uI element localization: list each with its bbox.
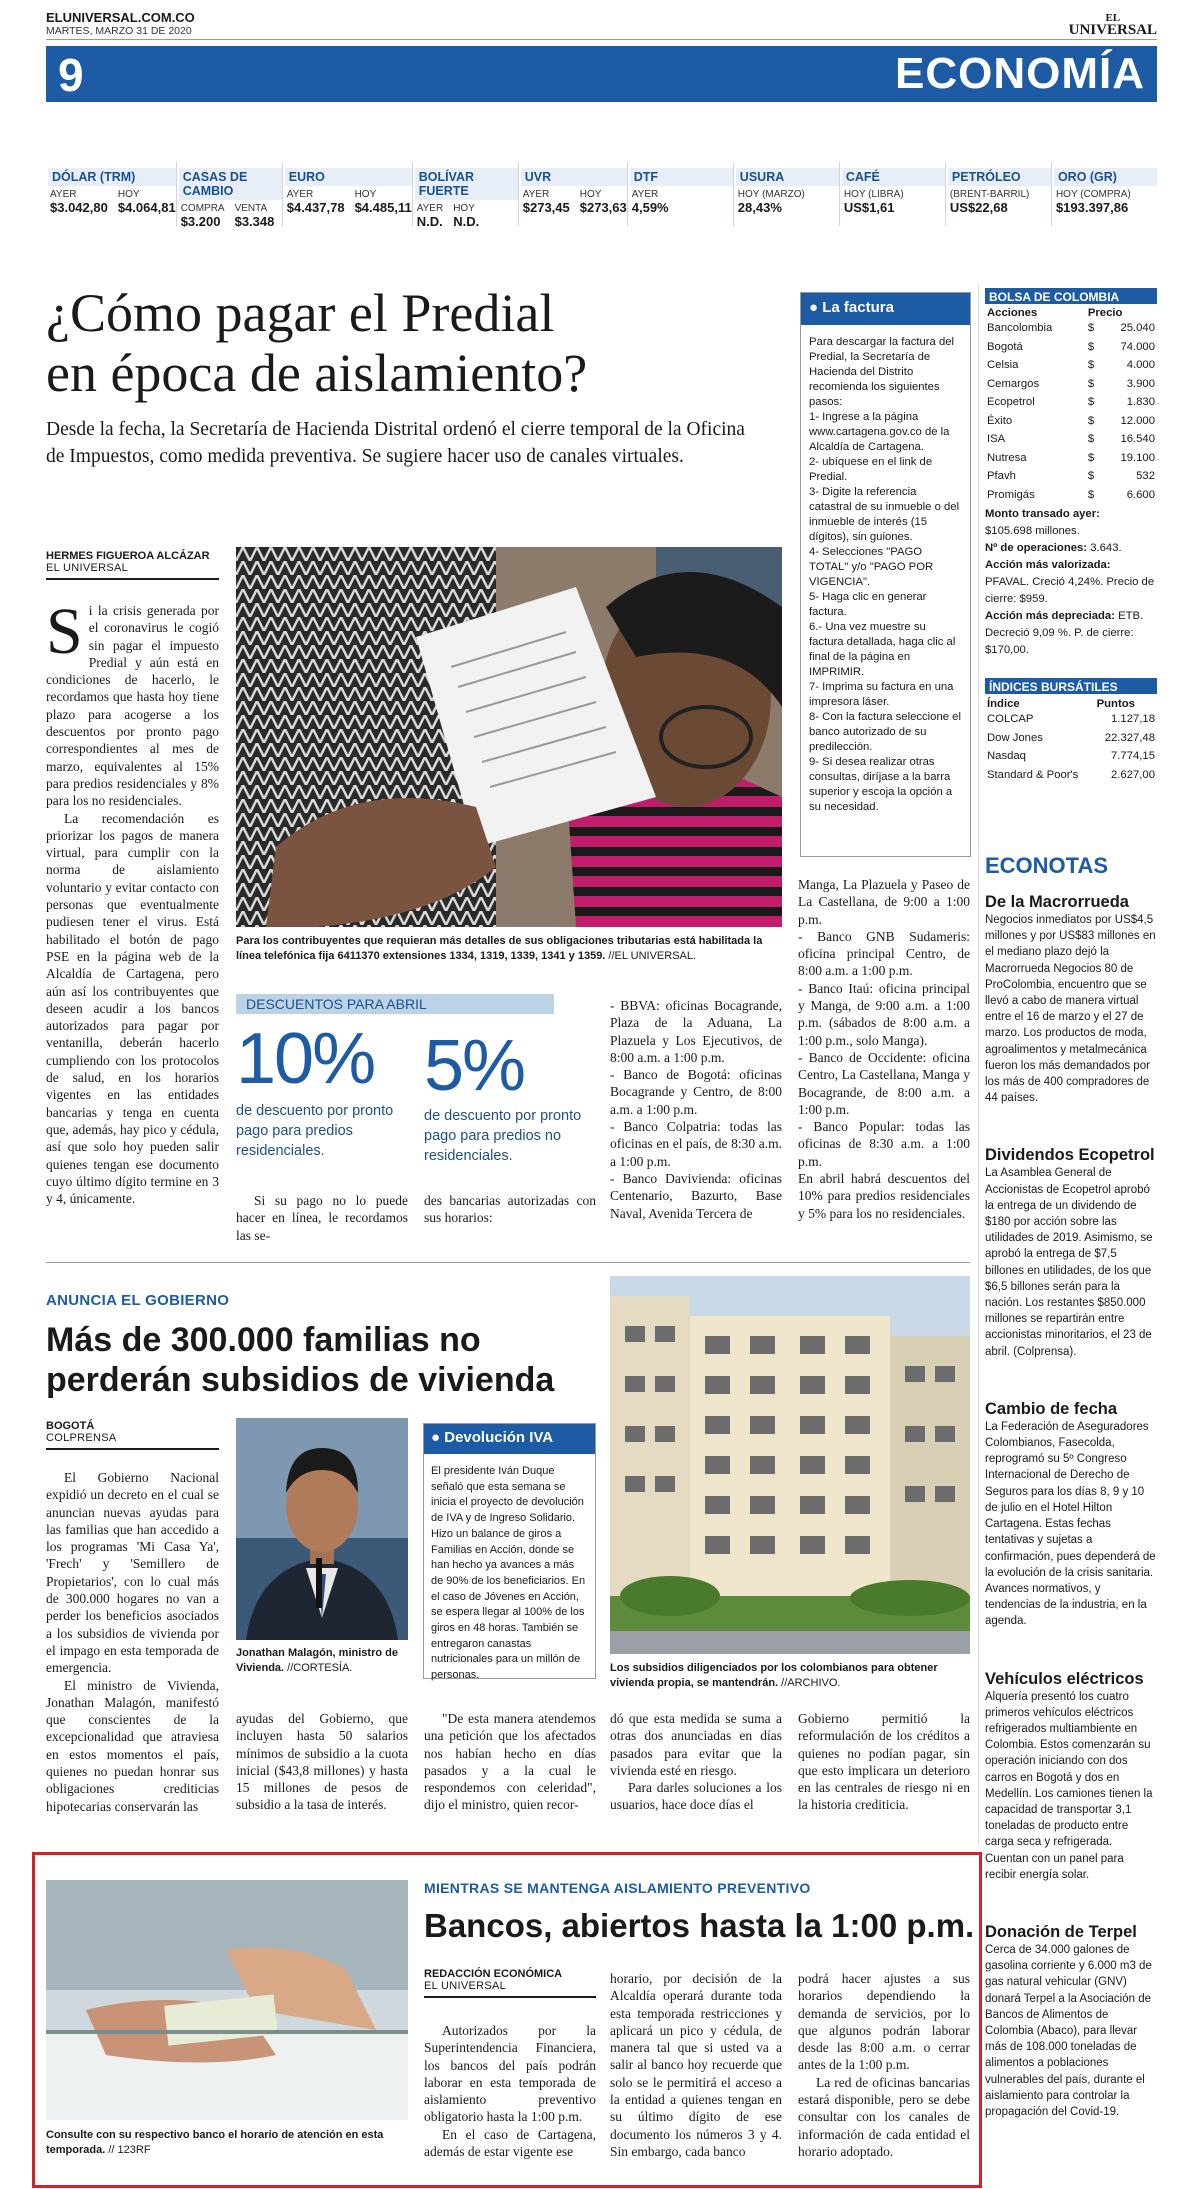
bancos-col1-p2: En el caso de Cartagena, además de estar vigente ese [424, 2126, 596, 2160]
headline-line-1: ¿Cómo pagar el Predial [46, 283, 555, 343]
ticker-value: 4,59% [631, 200, 669, 215]
ticker-title: BOLÍVAR FUERTE [415, 168, 518, 200]
caption-credit: //ARCHIVO. [778, 1677, 841, 1689]
ticker-value: $3.042,80 [50, 200, 108, 215]
factura-header [801, 293, 970, 325]
bullet-icon: ● [809, 299, 819, 316]
ticker-key: AYER [50, 189, 77, 200]
logo-top: EL [1105, 12, 1121, 24]
currency-sign: $ [1087, 414, 1095, 427]
caption-bold: Para los contribuyentes que requieran más detalles de sus obligaciones tributarias está habilitada la línea telefónica fija 6411370 extensiones 1334, 1319, 1339, 1341 y 1359. [236, 935, 763, 962]
bolsa-table [985, 307, 1157, 504]
caption-bold: Los subsidios diligenciados por los colombianos para obtener vivienda propia, se mantendrán. [610, 1662, 938, 1689]
ticker-key: HOY [453, 203, 475, 214]
building-photo [610, 1276, 970, 1654]
devolucion-iva-box [423, 1423, 596, 1682]
indices-col-puntos: Puntos [1096, 698, 1135, 710]
indices-bursatiles [985, 678, 1157, 784]
ticker-item [1051, 162, 1157, 226]
econota-title: Vehículos eléctricos [985, 1669, 1144, 1688]
index-row [985, 747, 1157, 766]
stock-price: 6.600 [1126, 488, 1155, 501]
caption-bold: Jonathan Malagón, ministro de Vivienda. [236, 1647, 398, 1674]
iva-title: Devolución IVA [444, 1429, 554, 1446]
ticker-key: HOY (COMPRA) [1055, 189, 1131, 200]
stock-row [985, 356, 1157, 375]
ticker-key: HOY (MARZO) [737, 189, 805, 200]
currency-sign: $ [1087, 488, 1095, 501]
bolsa-header: BOLSA DE COLOMBIA [985, 288, 1157, 304]
stock-name: Nutresa [987, 451, 1027, 464]
logo-bottom: UNIVERSAL [1068, 22, 1157, 38]
ticker-value: $3.200 [180, 214, 221, 229]
ticker-title: CAFÉ [842, 168, 945, 186]
econota-title: Dividendos Ecopetrol [985, 1146, 1155, 1165]
bolsa-colombia [985, 288, 1157, 659]
index-row [985, 710, 1157, 729]
econota-text: La Federación de Aseguradores Colombianos, Fasecolda, reprogramó su 5º Congreso Internacional de Derecho de Seguros para los días 8, 9 y 10 de julio en el Hotel Hilton Cartagena. Estas fechas tentativas y sujetas a confirmación, pues dependerá de la evolución de la crisis sanitaria. Avances normativos, y tendencias de la industria, en la agenda. [985, 1420, 1156, 1628]
stock-row [985, 338, 1157, 357]
econota-item [985, 1670, 1157, 1883]
numero-operaciones: Nº de operaciones: 3.643. [985, 542, 1122, 554]
ticker-key: HOY [117, 189, 140, 200]
predial-headline [46, 283, 766, 403]
bancos-headline: Bancos, abiertos hasta la 1:00 p.m. [424, 1907, 975, 1944]
ticker-value: $4.485,11 [354, 200, 412, 215]
ticker-item [46, 162, 176, 226]
ticker-key: COMPRA [180, 203, 225, 214]
index-name: COLCAP [987, 713, 1034, 726]
stock-row [985, 449, 1157, 468]
ticker-value: $4.064,81 [117, 200, 176, 215]
stock-price: 19.100 [1120, 451, 1155, 464]
stock-row [985, 393, 1157, 412]
ticker-key: (BRENT-BARRIL) [949, 189, 1030, 200]
bancos-photo [46, 1880, 408, 2120]
ticker-item [176, 162, 282, 229]
stock-row [985, 412, 1157, 431]
iva-text: El presidente Iván Duque señaló que esta semana se inicia el proyecto de devolución de IVA y de Ingreso Solidario. Hizo un balance de giros a Familias en Acción, donde se han hecho ya avances a más de 90% de los beneficiarios. En el caso de Jóvenes en Acción, se espera llegar al 100% de los giros en 48 horas. También se entregaron canastas nutricionales para un millón de personas. [431, 1465, 586, 1682]
section-bar [46, 46, 1157, 102]
ticker-title: EURO [285, 168, 412, 186]
vivienda-col4-p1: dó que esta medida se suma a otras dos anunciadas en días pasados para evitar que la vivienda esté en riesgo. [610, 1711, 782, 1778]
currency-sign: $ [1087, 340, 1095, 353]
econota-item [985, 1400, 1157, 1630]
predial-byline [46, 550, 219, 580]
bancos-col1-p1: Autorizados por la Superintendencia Financiera, los bancos del país podrán laborar en esta temporada de aislamiento preventivo obligatorio hasta la 1:00 p.m. [424, 2023, 596, 2125]
stock-price: 1.830 [1126, 396, 1155, 409]
econota-title: Donación de Terpel [985, 1922, 1137, 1941]
currency-sign: $ [1087, 433, 1095, 446]
ticker-title: DÓLAR (TRM) [48, 168, 176, 186]
caption-credit: // 123RF [105, 2144, 151, 2156]
descuentos-header: DESCUENTOS PARA ABRIL [236, 994, 554, 1014]
bancos-col3-p2: La red de oficinas bancarias estará disponible, pero se debe consultar con los canales de información de cada entidad el horario adoptado. [798, 2074, 970, 2159]
econotas-list [985, 893, 1157, 2120]
ticker-item [282, 162, 412, 226]
econota-item [985, 893, 1157, 1106]
ticker-title: UVR [521, 168, 627, 186]
factura-box [800, 292, 971, 857]
ticker-key: AYER [286, 189, 314, 200]
site-url[interactable]: ELUNIVERSAL.COM.CO [46, 10, 195, 25]
index-points: 22.327,48 [1104, 731, 1155, 744]
index-name: Standard & Poor's [987, 768, 1079, 781]
predial-col2-tail: Si su pago no lo puede hacer en línea, le recordamos las se- [236, 1193, 408, 1243]
stock-name: Ecopetrol [987, 396, 1035, 409]
vivienda-column-5: Gobierno permitió la reformulación de los créditos a quienes no podían pagar, sin que esto implicara un deterioro en las centrales de riesgo ni en la historia crediticia. [798, 1711, 970, 1813]
ticker-value: $193.397,86 [1055, 200, 1129, 215]
factura-title: La factura [822, 299, 894, 316]
byline-name: BOGOTÁ [46, 1420, 95, 1432]
bank-counter-image [46, 1880, 408, 2120]
ticker-item [733, 162, 839, 226]
ticker-value: US$22,68 [949, 200, 1008, 215]
vivienda-byline [46, 1420, 219, 1450]
ticker-title: ORO (GR) [1054, 168, 1157, 186]
masthead [46, 6, 1157, 40]
vivienda-headline-line-1: Más de 300.000 familias no [46, 1321, 481, 1359]
stock-row [985, 486, 1157, 505]
discount-5-value: 5% [424, 1026, 525, 1106]
econota-item [985, 1146, 1157, 1359]
predial-photo [236, 547, 782, 927]
stock-name: Éxito [987, 414, 1013, 427]
stock-name: Celsia [987, 359, 1019, 372]
byline-org: COLPRENSA [46, 1432, 117, 1444]
currency-sign: $ [1087, 451, 1095, 464]
discount-10-text: de descuento por pronto pago para predios residenciales. [236, 1103, 394, 1159]
bancos-column-3 [798, 1970, 970, 2160]
accion-valorizada: Acción más valorizada: PFAVAL. Creció 4,24%. Precio de cierre: $959. [985, 559, 1155, 605]
currency-sign: $ [1087, 377, 1095, 390]
byline-org: EL UNIVERSAL [46, 562, 129, 574]
discount-5-text: de descuento por pronto pago para predios no residenciales. [424, 1108, 582, 1164]
indices-col-indice: Índice [987, 698, 1020, 710]
econota-text: Alquería presentó los cuatro primeros vehículos eléctricos refrigerados multiambiente en Colombia. Estos comenzarán su operación iniciando con dos carros en Bogotá y dos en Medellín. Los camiones tienen la capacidad de transportar 3,1 toneladas de producto entre carga seca y refrigerada. Cuentan con un panel para recibir energía solar. [985, 1690, 1153, 1881]
ticker-key: HOY (LIBRA) [843, 189, 904, 200]
ticker-value: $273,63 [579, 200, 627, 215]
predial-photo-caption [236, 934, 782, 964]
predial-column-4: - BBVA: oficinas Bocagrande, Plaza de la Aduana, La Plazuela y Los Ejecutivos, de 8:00 a.m. a 1:00 p.m. - Banco de Bogotá: oficinas Bocagrande y Centro, de 8:00 a.m. a 1:00 p.m. - Banco Colpatria: todas las oficinas en el país, de 8:30 a.m. a 1:00 p.m. - Banco Davivienda: oficinas Centenario, Bazurto, Base Naval, Avenida Tercera de [610, 998, 782, 1221]
byline-org: EL UNIVERSAL [424, 1980, 507, 1992]
bancos-byline [424, 1968, 596, 1998]
vivienda-column-1 [46, 1469, 219, 1815]
ticker-key: AYER [522, 189, 550, 200]
econota-text: Negocios inmediatos por US$4,5 millones y por US$83 millones en el mediano plazo dejó la Macrorrueda Negocios 80 de ProColombia, encuentro que se llevó a cabo de manera virtual entre el 16 de marzo y el 27 de marzo. Los productos de moda, agroalimentos y metalmecánica fueron los más demandados por los más de 400 compradores de 44 países. [985, 914, 1156, 1105]
stock-price: 74.000 [1120, 340, 1155, 353]
minister-photo-image [236, 1418, 408, 1640]
accion-depreciada: Acción más depreciada: ETB. Decreció 9,09 %. P. de cierre: $170,00. [985, 610, 1144, 656]
minister-portrait [236, 1418, 408, 1640]
vivienda-headline [46, 1320, 606, 1400]
predial-column-1 [46, 595, 219, 1230]
bancos-kicker: MIENTRAS SE MANTENGA AISLAMIENTO PREVENTIVO [424, 1880, 811, 1896]
ticker-key: HOY [354, 189, 377, 200]
vivienda-col4-p2: Para darles soluciones a los usuarios, hace doce días el [610, 1780, 782, 1813]
stock-price: 16.540 [1120, 433, 1155, 446]
econota-title: Cambio de fecha [985, 1399, 1118, 1418]
index-row [985, 766, 1157, 785]
caption-credit: //CORTESÍA. [284, 1662, 353, 1674]
index-points: 7.774,15 [1111, 750, 1155, 763]
ticker-item [412, 162, 518, 229]
stock-price: 12.000 [1120, 414, 1155, 427]
indices-table [985, 698, 1157, 784]
econota-item [985, 1923, 1157, 2120]
caption-credit: //EL UNIVERSAL. [605, 950, 697, 962]
vivienda-p2: El ministro de Vivienda, Jonathan Malagón, manifestó que conscientes de la excepcionalidad que atraviesa en estos momentos el país, quienes no puedan honrar sus obligaciones crediticias hipotecarias conservarán las [46, 1677, 219, 1814]
factura-text: Para descargar la factura del Predial, la Secretaría de Hacienda del Distrito recomienda los siguientes pasos: 1- Ingrese a la página www.cartagena.gov.co de la Alcaldía de Cartagena. 2- ubíquese en el link de Predial. 3- Digite la referencia catastral de su inmueble o del inmueble de interés (15 dígitos), sin guiones. 4- Selecciones "PAGO TOTAL" y/o "PAGO POR VIGENCIA". 5- Haga clic en generar factura. 6.- Una vez muestre su factura detallada, haga clic al final de la página en IMPRIMIR. 7- Imprima su factura en una impresora láser. 8- Con la factura seleccione el banco autorizado de su predilección. 9- Si desea realizar otras consultas, diríjase a la barra superior y escoja la opción a su necesidad. [809, 336, 961, 813]
ticker-key: HOY [579, 189, 602, 200]
ticker-item [839, 162, 945, 226]
predial-p2: La recomendación es priorizar los pagos de manera virtual, para cumplir con la norma de aislamiento voluntario y evitar contacto con personas que eventualmente pudiesen tener el virus. Está habilitado el botón de pago PSE en la página web de la Alcaldía de Cartagena, pero aún así los contribuyentes que deseen acudir a los bancos autorizados para pagar por ventanilla, deberán hacerlo cumpliendo con los protocolos de salud, en los horarios vigentes en las entidades bancarias y tenga en cuenta que, además, hay pico y cédula, así que solo hoy pueden salir quienes tengan ese documento cuyo último dígito termine en 3 y 4, únicamente. [46, 810, 219, 1207]
vivienda-column-4 [610, 1710, 782, 1814]
stock-name: Cemargos [987, 377, 1040, 390]
stock-price: 532 [1136, 470, 1155, 483]
ticker-title: PETRÓLEO [948, 168, 1051, 186]
iva-header [424, 1424, 595, 1454]
predial-dek: Desde la fecha, la Secretaría de Hacienda Distrital ordenó el cierre temporal de la Oficina de Impuestos, como medida preventiva. Se sugiere hacer uso de canales virtuales. [46, 419, 745, 467]
discount-10-value: 10% [236, 1019, 375, 1099]
stock-row [985, 319, 1157, 338]
stock-name: Bancolombia [987, 322, 1053, 335]
index-row [985, 729, 1157, 748]
index-points: 2.627,00 [1111, 768, 1155, 781]
stock-name: Bogotá [987, 340, 1023, 353]
building-caption [610, 1661, 970, 1691]
econota-text: Cerca de 34.000 galones de gasolina corriente y 6.000 m3 de gas natural vehicular (GNV) donará Terpel a la Asociación de Bancos de Alimentos de Colombia (Abaco), para llevar más de 108.000 toneladas de alimentos a poblaciones vulnerables del país, durante el aislamiento para controlar la propagación del Covid-19. [985, 1943, 1152, 2118]
predial-p1: i la crisis generada por el coronavirus le cogió sin pagar el impuesto Predial y aún está en condiciones de hacerlo, le recordamos que hasta hoy tiene plazo para acogerse a los descuentos por pronto pago correspondientes al mes de marzo, equivalentes al 15% para predios residenciales y 8% para los no residenciales. [46, 603, 219, 809]
bolsa-col-acciones: Acciones [987, 307, 1038, 319]
ticker-value: $3.348 [234, 214, 275, 229]
stock-price: 3.900 [1126, 377, 1155, 390]
stock-row [985, 430, 1157, 449]
ticker-title: CASAS DE CAMBIO [179, 168, 282, 200]
section-name: ECONOMÍA [895, 49, 1145, 98]
ticker-item [518, 162, 627, 226]
bullet-icon: ● [431, 1429, 441, 1446]
vivienda-column-3: "De esta manera atendemos una petición que los afectados nos habían hecho en días pasados y a la cual le respondemos con celeridad", dijo el ministro, quien recor- [424, 1711, 596, 1813]
bolsa-col-precio: Precio [1087, 307, 1123, 319]
ticker-value: N.D. [416, 214, 443, 229]
woman-reading-bill-image [236, 547, 782, 927]
minister-caption [236, 1646, 408, 1676]
ticker-key: AYER [416, 203, 444, 214]
newspaper-logo [1069, 12, 1157, 36]
drop-cap: S [46, 595, 83, 668]
ticker-title: USURA [736, 168, 839, 186]
indices-header: ÍNDICES BURSÁTILES [985, 678, 1157, 694]
index-name: Nasdaq [987, 750, 1026, 763]
ticker-value: N.D. [453, 214, 480, 229]
ticker-key: VENTA [234, 203, 268, 214]
ticker-value: $273,45 [522, 200, 570, 215]
vivienda-headline-line-2: perderán subsidios de vivienda [46, 1361, 555, 1399]
currency-sign: $ [1087, 322, 1095, 335]
vivienda-column-2: ayudas del Gobierno, que incluyen hasta 50 salarios mínimos de subsidio a la cuota inicial ($43,8 millones) y hasta 15 millones de pesos de subsidio a la tasa de interés. [236, 1711, 408, 1813]
byline-name: REDACCIÓN ECONÓMICA [424, 1968, 563, 1980]
apartment-building-image [610, 1276, 970, 1654]
stock-name: Promigás [987, 488, 1035, 501]
bancos-photo-caption [46, 2128, 408, 2158]
ticker-value: US$1,61 [843, 200, 895, 215]
stock-price: 4.000 [1126, 359, 1155, 372]
stock-row [985, 467, 1157, 486]
issue-date: MARTES, MARZO 31 DE 2020 [46, 25, 192, 37]
stock-price: 25.040 [1120, 322, 1155, 335]
page-number: 9 [58, 49, 84, 101]
bancos-col3-p1: podrá hacer ajustes a sus horarios dependiendo la demanda de servicios, por lo que algunos podrán laborar desde las 8:00 a.m. o cerrar antes de la 1:00 p.m. [798, 1971, 970, 2073]
ticker-title: DTF [630, 168, 733, 186]
currency-sign: $ [1087, 396, 1095, 409]
market-ticker [46, 162, 1157, 229]
stock-name: Pfavh [987, 470, 1016, 483]
ticker-item [627, 162, 733, 226]
predial-column-5: Manga, La Plazuela y Paseo de La Castellana, de 9:00 a 1:00 p.m. - Banco GNB Sudameris: oficina principal Centro, de 8:00 a.m. a 1:00 p.m. - Banco Itaú: oficina principal y Manga, de 9:00 a.m. a 1:00 p.m. (sábados de 8:00 a.m. a 1:00 p.m., solo Manga). - Banco de Occidente: oficina Centro, La Castellana, Manga y Bocagrande, de 8:00 a.m. a 1:00 p.m. - Banco Popular: todas las oficinas de 8:30 a.m. a 1:00 p.m. En abril habrá descuentos del 10% para predios residenciales y 5% para los no residenciales. [798, 877, 970, 1221]
econota-title: De la Macrorrueda [985, 893, 1129, 911]
currency-sign: $ [1087, 359, 1095, 372]
currency-sign: $ [1087, 470, 1095, 483]
econotas-title: ECONOTAS [985, 853, 1109, 878]
ticker-value: $4.437,78 [286, 200, 345, 215]
index-name: Dow Jones [987, 731, 1043, 744]
ticker-key: AYER [631, 189, 659, 200]
byline-name: HERMES FIGUEROA ALCÁZAR [46, 550, 210, 562]
vivienda-kicker: ANUNCIA EL GOBIERNO [46, 1292, 230, 1309]
index-points: 1.127,18 [1111, 713, 1155, 726]
ticker-item [945, 162, 1051, 226]
stock-row [985, 375, 1157, 394]
stock-name: ISA [987, 433, 1006, 446]
bancos-column-1 [424, 2022, 596, 2160]
vivienda-p1: El Gobierno Nacional expidió un decreto en el cual se anuncian nuevas ayudas para las familias que han accedido a los programas 'Mi Casa Ya', 'Frech' y 'Semillero de Propietarios', con lo cual más de 300.000 hogares no van a perder los beneficios asociados a los subsidios de vivienda por el impago en esta temporada de emergencia. [46, 1470, 219, 1676]
monto-transado: Monto transado ayer: $105.698 millones. [985, 508, 1100, 537]
caption-bold: Consulte con su respectivo banco el horario de atención en esta temporada. [46, 2129, 384, 2156]
bancos-column-2: horario, por decisión de la Alcaldía operará durante toda esta temporada restricciones y aplicará un pico y cédula, de manera tal que si usted va a salir al banco hoy recuerde que solo se le permitirá el acceso a la entidad a quienes tengan en su último dígito de ese documento los números 3 y 4. Sin embargo, cada banco [610, 1971, 782, 2159]
predial-col3-tail: des bancarias autorizadas con sus horarios: [424, 1193, 596, 1226]
headline-line-2: en época de aislamiento? [46, 343, 588, 403]
econota-text: La Asamblea General de Accionistas de Ecopetrol aprobó la entrega de un dividendo de $180 por acción sobre las utilidades de 2019. Asimismo, se aprobó la entrega de $7,5 billones en utilidades, de los que $6,5 billones serán para la nación. Los restantes $850.000 millones se repartirán entre accionistas minoritarios, el 23 de abril. (Colprensa). [985, 1167, 1153, 1358]
ticker-value: 28,43% [737, 200, 782, 215]
